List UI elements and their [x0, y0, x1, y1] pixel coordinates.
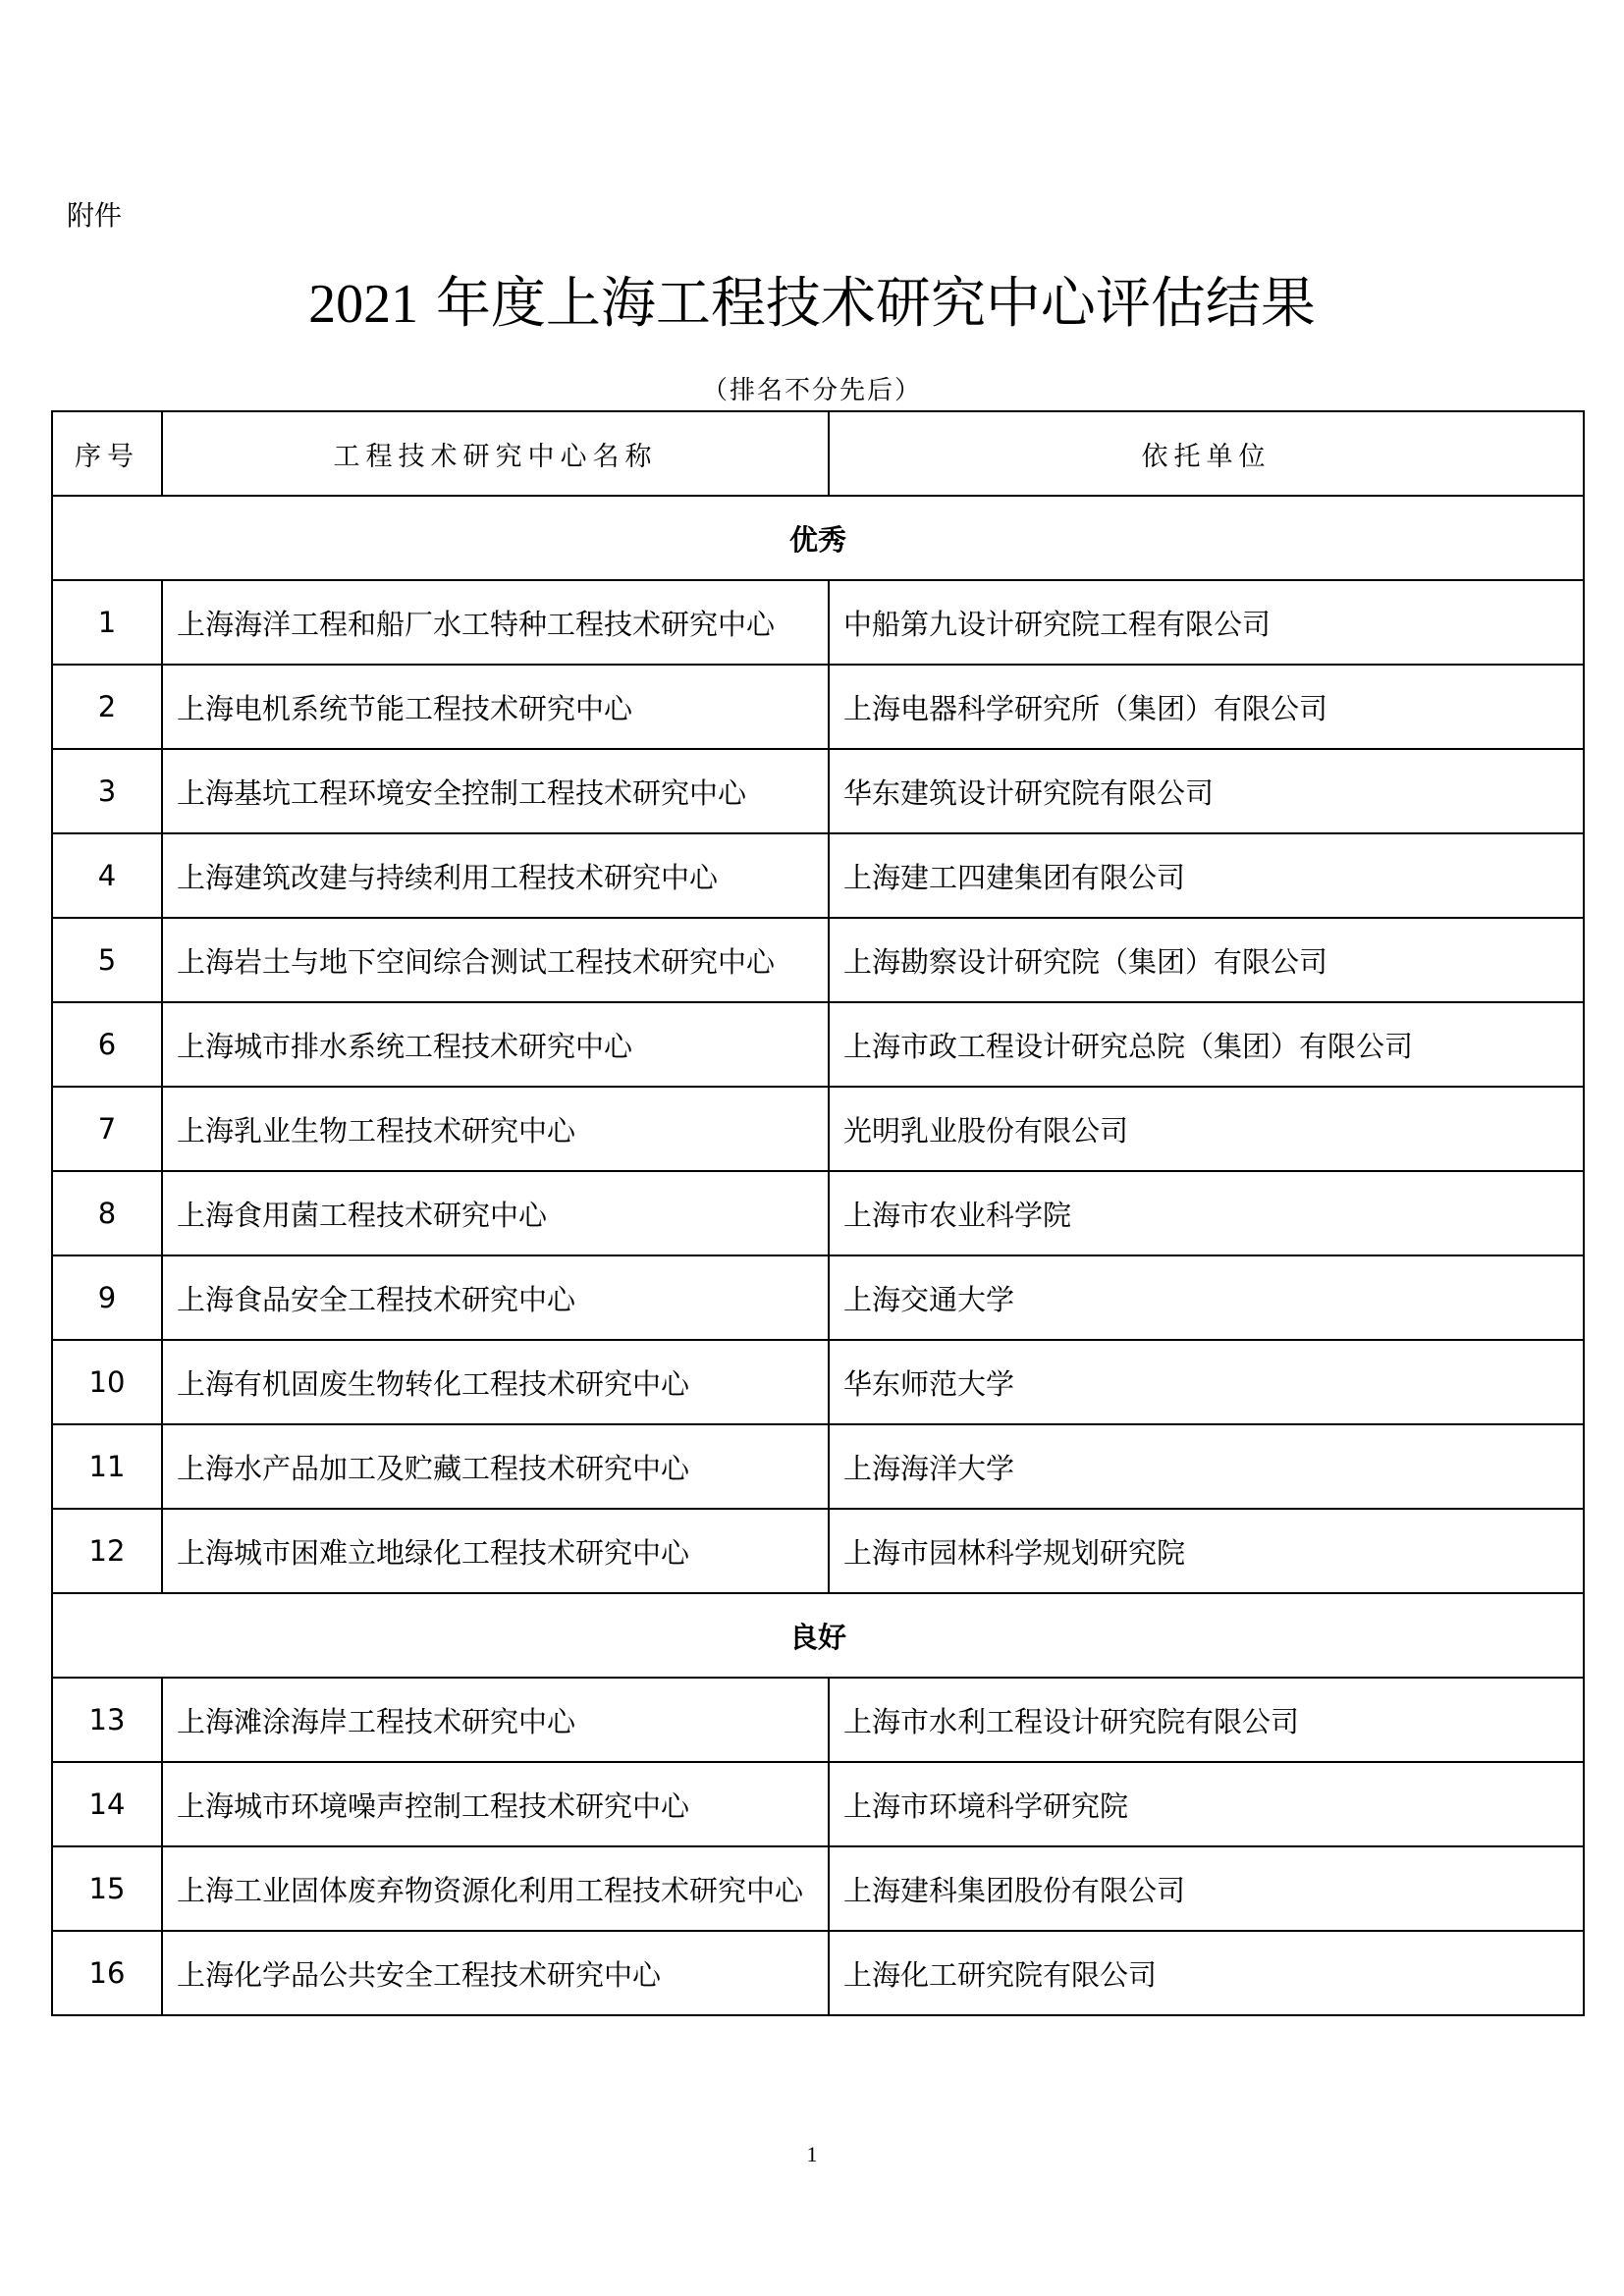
row-number: 4 [52, 833, 162, 918]
table-row [52, 1171, 1584, 1255]
center-name: 上海城市困难立地绿化工程技术研究中心 [162, 1509, 829, 1593]
table-row [52, 918, 1584, 1002]
table-row [52, 665, 1584, 749]
section-row [52, 496, 1584, 580]
row-number: 7 [52, 1087, 162, 1171]
host-unit: 中船第九设计研究院工程有限公司 [829, 580, 1584, 665]
center-name: 上海工业固体废弃物资源化利用工程技术研究中心 [162, 1846, 829, 1931]
row-number: 13 [52, 1678, 162, 1762]
center-name: 上海化学品公共安全工程技术研究中心 [162, 1931, 829, 2015]
section-label: 优秀 [52, 496, 1584, 580]
subtitle: （排名不分先后） [701, 376, 922, 405]
center-name: 上海滩涂海岸工程技术研究中心 [162, 1678, 829, 1762]
row-number: 3 [52, 749, 162, 833]
table-row [52, 1931, 1584, 2015]
page-number: 1 [806, 2142, 818, 2166]
host-unit: 上海海洋大学 [829, 1424, 1584, 1509]
row-number: 5 [52, 918, 162, 1002]
table-body [52, 496, 1584, 2015]
row-number: 11 [52, 1424, 162, 1509]
center-name: 上海乳业生物工程技术研究中心 [162, 1087, 829, 1171]
title-year: 2021 [308, 274, 419, 335]
title-text: 年度上海工程技术研究中心评估结果 [418, 272, 1316, 336]
table-row [52, 1424, 1584, 1509]
table-row [52, 1846, 1584, 1931]
table-header-row [52, 411, 1584, 496]
row-number: 6 [52, 1002, 162, 1087]
host-unit: 上海建科集团股份有限公司 [829, 1846, 1584, 1931]
center-name: 上海建筑改建与持续利用工程技术研究中心 [162, 833, 829, 918]
table-row [52, 749, 1584, 833]
row-number: 14 [52, 1762, 162, 1846]
center-name: 上海食用菌工程技术研究中心 [162, 1171, 829, 1255]
table-row [52, 1678, 1584, 1762]
table-row [52, 1002, 1584, 1087]
results-table [51, 410, 1585, 2016]
header-center-name: 工程技术研究中心名称 [162, 411, 829, 496]
host-unit: 上海市农业科学院 [829, 1171, 1584, 1255]
host-unit: 华东建筑设计研究院有限公司 [829, 749, 1584, 833]
host-unit: 上海市水利工程设计研究院有限公司 [829, 1678, 1584, 1762]
row-number: 1 [52, 580, 162, 665]
host-unit: 上海交通大学 [829, 1255, 1584, 1340]
section-row [52, 1593, 1584, 1678]
center-name: 上海城市环境噪声控制工程技术研究中心 [162, 1762, 829, 1846]
row-number: 16 [52, 1931, 162, 2015]
center-name: 上海岩土与地下空间综合测试工程技术研究中心 [162, 918, 829, 1002]
row-number: 12 [52, 1509, 162, 1593]
host-unit: 光明乳业股份有限公司 [829, 1087, 1584, 1171]
center-name: 上海有机固废生物转化工程技术研究中心 [162, 1340, 829, 1424]
row-number: 15 [52, 1846, 162, 1931]
host-unit: 上海市园林科学规划研究院 [829, 1509, 1584, 1593]
host-unit: 上海化工研究院有限公司 [829, 1931, 1584, 2015]
row-number: 10 [52, 1340, 162, 1424]
host-unit: 上海市环境科学研究院 [829, 1762, 1584, 1846]
center-name: 上海基坑工程环境安全控制工程技术研究中心 [162, 749, 829, 833]
header-number: 序号 [52, 411, 162, 496]
header-host-unit: 依托单位 [829, 411, 1584, 496]
row-number: 2 [52, 665, 162, 749]
host-unit: 华东师范大学 [829, 1340, 1584, 1424]
row-number: 8 [52, 1171, 162, 1255]
center-name: 上海电机系统节能工程技术研究中心 [162, 665, 829, 749]
table-row [52, 1255, 1584, 1340]
host-unit: 上海建工四建集团有限公司 [829, 833, 1584, 918]
table-row [52, 1087, 1584, 1171]
document-title [0, 265, 1624, 344]
table-row [52, 1762, 1584, 1846]
table-row [52, 833, 1584, 918]
table-row [52, 580, 1584, 665]
host-unit: 上海勘察设计研究院（集团）有限公司 [829, 918, 1584, 1002]
attachment-label: 附件 [67, 199, 123, 232]
table-row [52, 1340, 1584, 1424]
table-row [52, 1509, 1584, 1593]
center-name: 上海水产品加工及贮藏工程技术研究中心 [162, 1424, 829, 1509]
section-label: 良好 [52, 1593, 1584, 1678]
host-unit: 上海电器科学研究所（集团）有限公司 [829, 665, 1584, 749]
center-name: 上海城市排水系统工程技术研究中心 [162, 1002, 829, 1087]
row-number: 9 [52, 1255, 162, 1340]
center-name: 上海食品安全工程技术研究中心 [162, 1255, 829, 1340]
center-name: 上海海洋工程和船厂水工特种工程技术研究中心 [162, 580, 829, 665]
host-unit: 上海市政工程设计研究总院（集团）有限公司 [829, 1002, 1584, 1087]
